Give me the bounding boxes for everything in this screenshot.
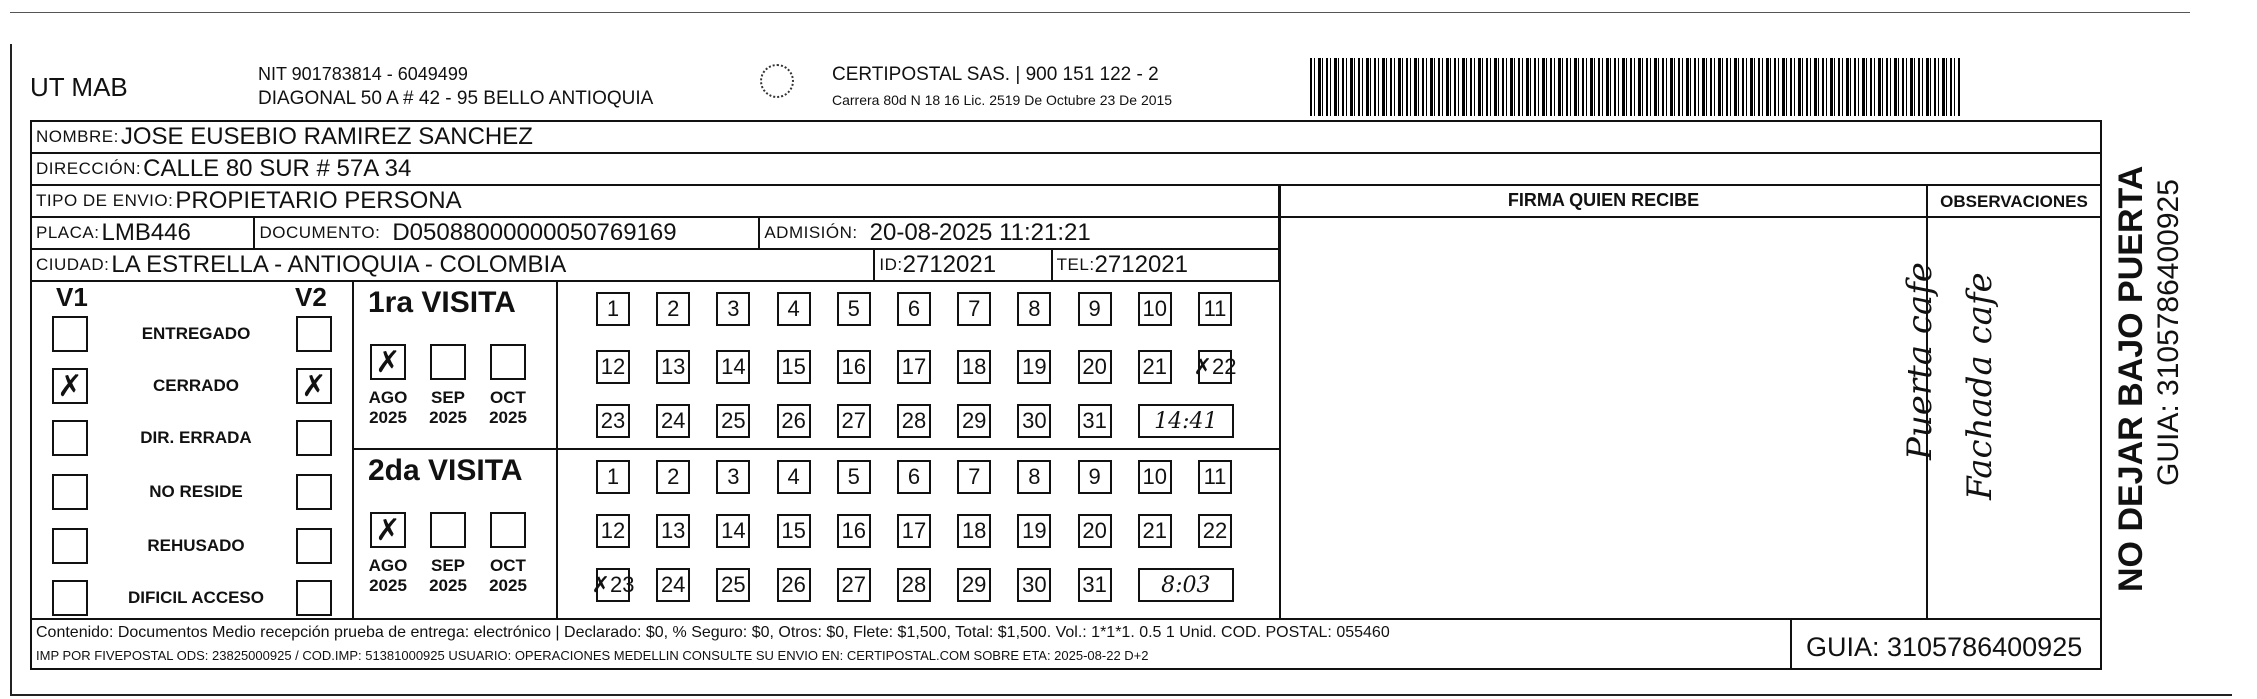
day-box: 19 [1017,514,1051,548]
status-label: ENTREGADO [141,324,251,343]
second-visit-title: 2da VISITA [368,454,523,487]
status-label: CERRADO [153,376,239,395]
day-box: 18 [957,350,991,384]
documento-label: DOCUMENTO: [259,223,381,242]
direccion-value: CALLE 80 SUR # 57A 34 [143,155,412,182]
v2-checkbox [296,316,332,352]
v1-checkbox [52,528,88,564]
nombre-row [30,120,2102,152]
day-box: 6 [897,460,931,494]
month-year: 2025 [429,408,467,427]
tipo-label: TIPO DE ENVIO: [36,191,174,210]
day-box: 6 [897,292,931,326]
v2-checkbox: ✗ [296,368,332,404]
day-box: 2 [656,292,690,326]
firma-box [1279,184,1928,620]
divider [873,249,875,281]
v1-label: V1 [56,282,88,312]
day-box: 31 [1078,404,1112,438]
v2-checkbox [296,528,332,564]
day-box: 8 [1017,292,1051,326]
day-box: ✗23 [596,568,630,602]
status-label: DIR. ERRADA [140,428,252,447]
visits-divider [352,448,1281,450]
month-name: OCT [490,556,526,575]
month-checkbox: ✗ [370,512,406,548]
divider [758,217,760,249]
day-box: 14 [716,514,750,548]
month-checkbox [430,512,466,548]
day-box: 13 [656,514,690,548]
day-box: 9 [1078,292,1112,326]
placa-value: LMB446 [101,219,191,246]
day-box: 17 [897,514,931,548]
id-value: 2712021 [902,251,997,278]
month-name: SEP [430,556,466,575]
day-box: 18 [957,514,991,548]
day-box: 22 [1198,514,1232,548]
day-box: 24 [656,404,690,438]
v2-checkbox [296,580,332,616]
day-box: 8 [1017,460,1051,494]
carrier-name: CERTIPOSTAL SAS. | 900 151 122 - 2 [832,64,1159,85]
direccion-row [30,152,2102,184]
day-box: 31 [1078,568,1112,602]
first-visit-title: 1ra VISITA [368,286,516,319]
admision-label: ADMISIÓN: [764,223,858,242]
month-year: 2025 [369,576,407,595]
day-box: 25 [716,568,750,602]
firma-label: FIRMA QUIEN RECIBE [1507,190,1700,210]
day-box: 11 [1198,460,1232,494]
day-box: 19 [1017,350,1051,384]
v1-checkbox [52,316,88,352]
company-name: UT MAB [30,72,128,102]
day-box: 7 [957,292,991,326]
status-label: NO RESIDE [149,482,243,501]
ciudad-label: CIUDAD: [36,255,110,274]
v2-label: V2 [295,282,327,312]
day-box: 7 [957,460,991,494]
v1-checkbox [52,580,88,616]
carrier-license: Carrera 80d N 18 16 Lic. 2519 De Octubre 23 De 2015 [832,92,1173,108]
day-box: 29 [957,568,991,602]
day-box: 15 [777,350,811,384]
placa-row [30,216,1280,248]
month-name: AGO [368,388,408,407]
footer-line-1: Contenido: Documentos Medio recepción prueba de entrega: electrónico | Declarado: $0, % Seguro: $0, Otros: $0, Flete: $1,500, Total: $1,500. Vol.: 1*1*1. 0.5 1 Unid. COD. POSTAL: 055460 [36,624,1390,641]
tel-label: TEL: [1056,255,1095,274]
day-box: 4 [777,292,811,326]
day-box: 5 [837,292,871,326]
v1-checkbox [52,474,88,510]
day-box: 12 [596,514,630,548]
observaciones-label: OBSERVACIONES [1940,192,2088,211]
month-label [482,556,534,596]
month-checkbox [490,512,526,548]
observaciones-divider [1926,216,2102,218]
day-box: 23 [596,404,630,438]
day-box: 16 [837,350,871,384]
day-box: 24 [656,568,690,602]
nombre-label: NOMBRE: [36,127,119,146]
firma-divider [1279,216,1928,218]
side-guia: GUIA: 3105786400925 [2152,179,2185,486]
day-box: 1 [596,292,630,326]
direccion-label: DIRECCIÓN: [36,159,142,178]
divider [253,217,255,249]
day-box: 20 [1078,514,1112,548]
day-box: 21 [1138,514,1172,548]
day-box: 28 [897,404,931,438]
admision-value: 20-08-2025 11:21:21 [869,219,1091,246]
month-year: 2025 [489,408,527,427]
v2-checkbox [296,474,332,510]
month-label [422,556,474,596]
v2-checkbox [296,420,332,456]
divider [1051,249,1053,281]
day-box: 9 [1078,460,1112,494]
month-year: 2025 [369,408,407,427]
day-box: 29 [957,404,991,438]
second-visit-time: 8:03 [1138,568,1234,602]
month-name: OCT [490,388,526,407]
documento-value: D05088000000050769169 [392,219,677,246]
observation-handwritten-2: Fachada cafe [1960,272,2000,500]
day-box: 1 [596,460,630,494]
month-year: 2025 [489,576,527,595]
ciudad-value: LA ESTRELLA - ANTIOQUIA - COLOMBIA [111,251,567,278]
ciudad-row [30,248,1280,280]
barcode [1310,58,1960,116]
month-year: 2025 [429,576,467,595]
v1-checkbox: ✗ [52,368,88,404]
v1-checkbox [52,420,88,456]
footer-guia: GUIA: 3105786400925 [1806,632,2083,662]
tipo-value: PROPIETARIO PERSONA [175,187,462,214]
tel-value: 2712021 [1094,251,1188,278]
day-box: 10 [1138,460,1172,494]
day-box: 27 [837,404,871,438]
placa-label: PLACA: [36,223,100,242]
months-divider [556,280,558,620]
observation-handwritten-1: Puerta cafe [1900,262,1940,460]
status-label: REHUSADO [147,536,245,555]
day-box: 2 [656,460,690,494]
observaciones-box [1926,184,2102,620]
id-label: ID: [879,255,903,274]
nit: NIT 901783814 - 6049499 [258,64,468,84]
footer-line-2: IMP POR FIVEPOSTAL ODS: 23825000925 / COD.IMP: 51381000925 USUARIO: OPERACIONES MEDELLIN CONSULTE SU ENVIO EN: CERTIPOSTAL.COM SOBRE ETA: 2025-08-22 D+2 [36,648,1149,663]
day-box: 14 [716,350,750,384]
carrier-logo-icon [760,64,794,98]
day-box: 4 [777,460,811,494]
day-box: 28 [897,568,931,602]
day-box: 26 [777,404,811,438]
day-box: 25 [716,404,750,438]
day-box: ✗22 [1198,350,1232,384]
footer-divider [1790,618,1792,670]
day-box: 30 [1017,568,1051,602]
day-box: 15 [777,514,811,548]
month-name: AGO [368,556,408,575]
day-box: 3 [716,460,750,494]
day-box: 16 [837,514,871,548]
month-label [422,388,474,428]
top-border [10,12,2190,13]
day-box: 21 [1138,350,1172,384]
day-box: 20 [1078,350,1112,384]
month-checkbox [490,344,526,380]
day-box: 13 [656,350,690,384]
day-box: 10 [1138,292,1172,326]
side-warning: NO DEJAR BAJO PUERTA [2112,165,2150,592]
day-box: 11 [1198,292,1232,326]
day-box: 30 [1017,404,1051,438]
month-label [362,388,414,428]
month-checkbox: ✗ [370,344,406,380]
tipo-row [30,184,1280,216]
day-box: 26 [777,568,811,602]
month-checkbox [430,344,466,380]
first-visit-time: 14:41 [1138,404,1234,438]
nombre-value: JOSE EUSEBIO RAMIREZ SANCHEZ [120,123,533,150]
month-label [482,388,534,428]
status-label: DIFICIL ACCESO [127,588,264,607]
day-box: 3 [716,292,750,326]
day-box: 5 [837,460,871,494]
month-name: SEP [430,388,466,407]
day-box: 12 [596,350,630,384]
sender-address: DIAGONAL 50 A # 42 - 95 BELLO ANTIOQUIA [258,88,654,109]
month-label [362,556,414,596]
day-box: 17 [897,350,931,384]
day-box: 27 [837,568,871,602]
